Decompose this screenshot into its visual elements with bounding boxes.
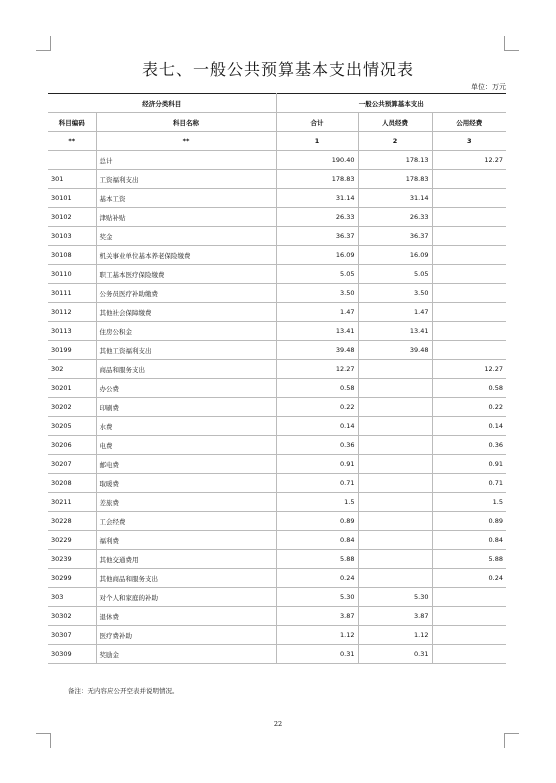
row-code: 30208 (48, 474, 96, 493)
crop-mark-top-left (36, 36, 51, 51)
row-total: 0.58 (276, 379, 358, 398)
row-public: 0.91 (432, 455, 506, 474)
header-total: 合计 (276, 113, 358, 132)
row-public: 12.27 (432, 360, 506, 379)
row-code: 30302 (48, 607, 96, 626)
row-personnel: 36.37 (358, 227, 432, 246)
header-basic-expenditure: 一般公共预算基本支出 (276, 94, 506, 113)
row-personnel: 3.87 (358, 607, 432, 626)
row-personnel (358, 531, 432, 550)
row-public (432, 607, 506, 626)
row-total: 5.30 (276, 588, 358, 607)
table-row (48, 531, 506, 550)
row-public: 0.84 (432, 531, 506, 550)
table-row (48, 474, 506, 493)
row-code: 30202 (48, 398, 96, 417)
row-name: 水费 (96, 417, 276, 436)
row-public: 5.88 (432, 550, 506, 569)
table-row (48, 284, 506, 303)
row-public (432, 189, 506, 208)
row-code: 302 (48, 360, 96, 379)
row-total: 5.88 (276, 550, 358, 569)
table-row (48, 455, 506, 474)
row-personnel (358, 474, 432, 493)
crop-mark-bottom-right (504, 733, 519, 748)
header-name: 科目名称 (96, 113, 276, 132)
row-name: 邮电费 (96, 455, 276, 474)
row-name: 其他工资福利支出 (96, 341, 276, 360)
unit-label: 单位：万元 (471, 83, 506, 91)
page-number: 22 (273, 720, 283, 728)
row-total: 190.40 (276, 151, 358, 170)
row-personnel (358, 455, 432, 474)
row-code: 30112 (48, 303, 96, 322)
row-personnel (358, 417, 432, 436)
table-row (48, 645, 506, 664)
expenditure-table (48, 93, 506, 664)
row-code: 30239 (48, 550, 96, 569)
row-code: 30299 (48, 569, 96, 588)
row-public (432, 284, 506, 303)
row-total: 0.89 (276, 512, 358, 531)
row-personnel: 0.31 (358, 645, 432, 664)
row-name: 职工基本医疗保险缴费 (96, 265, 276, 284)
row-code: 30211 (48, 493, 96, 512)
row-total: 5.05 (276, 265, 358, 284)
row-name: 取暖费 (96, 474, 276, 493)
table-row (48, 227, 506, 246)
row-public (432, 227, 506, 246)
row-code: 303 (48, 588, 96, 607)
row-personnel: 39.48 (358, 341, 432, 360)
row-code: 30101 (48, 189, 96, 208)
row-name: 福利费 (96, 531, 276, 550)
row-code: 30108 (48, 246, 96, 265)
row-public (432, 265, 506, 284)
row-name: 医疗费补助 (96, 626, 276, 645)
row-total: 0.71 (276, 474, 358, 493)
index-1: 1 (276, 132, 358, 151)
row-code: 30199 (48, 341, 96, 360)
row-total: 16.09 (276, 246, 358, 265)
row-total: 0.24 (276, 569, 358, 588)
table-row (48, 322, 506, 341)
table-row (48, 170, 506, 189)
header-code: 科目编码 (48, 113, 96, 132)
crop-mark-top-right (504, 36, 519, 51)
row-code: 30201 (48, 379, 96, 398)
row-public (432, 303, 506, 322)
row-name: 机关事业单位基本养老保险缴费 (96, 246, 276, 265)
table-row (48, 512, 506, 531)
row-name: 住房公积金 (96, 322, 276, 341)
row-total: 1.12 (276, 626, 358, 645)
row-public (432, 322, 506, 341)
row-total: 3.87 (276, 607, 358, 626)
header-index-row (48, 132, 506, 151)
row-public (432, 588, 506, 607)
row-code (48, 151, 96, 170)
row-code: 30307 (48, 626, 96, 645)
row-code: 30113 (48, 322, 96, 341)
table-row (48, 303, 506, 322)
row-name: 退休费 (96, 607, 276, 626)
row-personnel (358, 436, 432, 455)
row-total: 31.14 (276, 189, 358, 208)
row-name: 其他交通费用 (96, 550, 276, 569)
index-2: 2 (358, 132, 432, 151)
table-row (48, 569, 506, 588)
table-row (48, 417, 506, 436)
row-code: 30205 (48, 417, 96, 436)
row-total: 1.5 (276, 493, 358, 512)
table-row (48, 208, 506, 227)
row-name: 奖金 (96, 227, 276, 246)
table-row (48, 436, 506, 455)
row-name: 工资福利支出 (96, 170, 276, 189)
row-code: 30103 (48, 227, 96, 246)
index-code: ** (48, 132, 96, 151)
row-personnel (358, 493, 432, 512)
row-public: 0.22 (432, 398, 506, 417)
row-personnel: 3.50 (358, 284, 432, 303)
index-3: 3 (432, 132, 506, 151)
index-name: ** (96, 132, 276, 151)
table-row (48, 379, 506, 398)
row-personnel: 178.83 (358, 170, 432, 189)
row-public: 0.89 (432, 512, 506, 531)
row-name: 工会经费 (96, 512, 276, 531)
row-public: 12.27 (432, 151, 506, 170)
row-public (432, 170, 506, 189)
row-personnel: 1.47 (358, 303, 432, 322)
table-row (48, 550, 506, 569)
row-personnel: 16.09 (358, 246, 432, 265)
table-row (48, 493, 506, 512)
row-total: 39.48 (276, 341, 358, 360)
row-code: 30309 (48, 645, 96, 664)
table-row (48, 398, 506, 417)
row-personnel (358, 398, 432, 417)
row-public (432, 626, 506, 645)
row-code: 30229 (48, 531, 96, 550)
row-total: 0.14 (276, 417, 358, 436)
table-row (48, 265, 506, 284)
row-code: 30228 (48, 512, 96, 531)
row-personnel (358, 569, 432, 588)
row-public (432, 645, 506, 664)
row-personnel (358, 550, 432, 569)
row-name: 其他社会保障缴费 (96, 303, 276, 322)
row-code: 301 (48, 170, 96, 189)
row-public: 0.24 (432, 569, 506, 588)
row-name: 差旅费 (96, 493, 276, 512)
table-row (48, 151, 506, 170)
row-public (432, 341, 506, 360)
table-body (48, 151, 506, 664)
table-row (48, 588, 506, 607)
row-public (432, 246, 506, 265)
row-total: 12.27 (276, 360, 358, 379)
row-public: 0.14 (432, 417, 506, 436)
row-name: 商品和服务支出 (96, 360, 276, 379)
row-total: 36.37 (276, 227, 358, 246)
row-total: 3.50 (276, 284, 358, 303)
row-personnel: 5.30 (358, 588, 432, 607)
row-personnel (358, 379, 432, 398)
header-group-row (48, 94, 506, 113)
row-personnel: 26.33 (358, 208, 432, 227)
table-row (48, 360, 506, 379)
row-code: 30206 (48, 436, 96, 455)
table-row (48, 341, 506, 360)
row-name: 印刷费 (96, 398, 276, 417)
row-code: 30102 (48, 208, 96, 227)
row-name: 办公费 (96, 379, 276, 398)
row-name: 津贴补贴 (96, 208, 276, 227)
row-total: 0.31 (276, 645, 358, 664)
crop-mark-bottom-left (36, 733, 51, 748)
row-personnel: 31.14 (358, 189, 432, 208)
row-name: 基本工资 (96, 189, 276, 208)
row-total: 178.83 (276, 170, 358, 189)
row-personnel: 178.13 (358, 151, 432, 170)
header-personnel: 人员经费 (358, 113, 432, 132)
row-total: 0.36 (276, 436, 358, 455)
row-public (432, 208, 506, 227)
row-personnel (358, 360, 432, 379)
row-total: 0.22 (276, 398, 358, 417)
table-row (48, 246, 506, 265)
row-name: 奖励金 (96, 645, 276, 664)
row-public: 1.5 (432, 493, 506, 512)
header-column-row (48, 113, 506, 132)
table-row (48, 626, 506, 645)
row-name: 对个人和家庭的补助 (96, 588, 276, 607)
header-economic-category: 经济分类科目 (48, 94, 276, 113)
row-total: 26.33 (276, 208, 358, 227)
row-personnel: 13.41 (358, 322, 432, 341)
row-personnel: 1.12 (358, 626, 432, 645)
row-code: 30111 (48, 284, 96, 303)
row-total: 0.91 (276, 455, 358, 474)
row-total: 0.84 (276, 531, 358, 550)
row-personnel: 5.05 (358, 265, 432, 284)
row-name: 其他商品和服务支出 (96, 569, 276, 588)
header-public: 公用经费 (432, 113, 506, 132)
row-total: 1.47 (276, 303, 358, 322)
row-name: 电费 (96, 436, 276, 455)
row-public: 0.36 (432, 436, 506, 455)
page-title: 表七、一般公共预算基本支出情况表 (141, 60, 414, 79)
table-row (48, 607, 506, 626)
row-total: 13.41 (276, 322, 358, 341)
row-public: 0.58 (432, 379, 506, 398)
footnote: 备注：无内容应公开空表并说明情况。 (68, 687, 179, 695)
row-code: 30110 (48, 265, 96, 284)
table-row (48, 189, 506, 208)
row-public: 0.71 (432, 474, 506, 493)
row-name: 公务员医疗补助缴费 (96, 284, 276, 303)
row-personnel (358, 512, 432, 531)
row-code: 30207 (48, 455, 96, 474)
row-name: 总计 (96, 151, 276, 170)
